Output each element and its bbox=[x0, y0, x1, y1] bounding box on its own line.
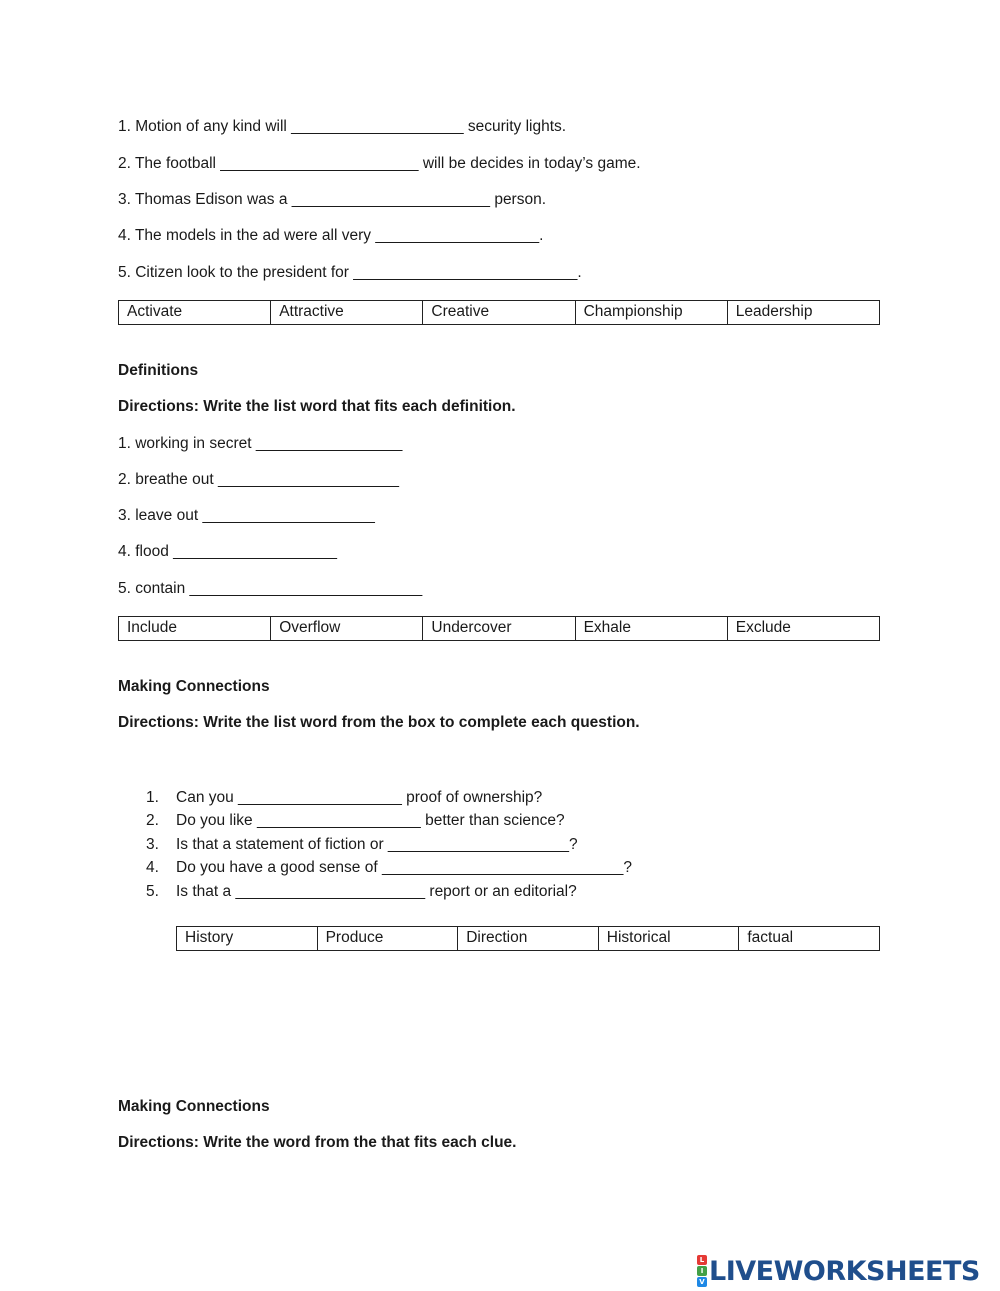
list-item bbox=[118, 786, 632, 809]
list-item-number: 4. bbox=[146, 859, 159, 877]
directions-definitions: Directions: Write the list word that fits each definition. bbox=[118, 398, 516, 415]
list-item-number: 2. bbox=[146, 812, 159, 830]
list-item bbox=[118, 809, 632, 832]
section-heading-making-connections: Making Connections bbox=[118, 678, 270, 695]
word-box-cell: History bbox=[177, 927, 318, 951]
list-item-text: Can you ___________________ proof of ownership? bbox=[176, 789, 543, 806]
word-box-1 bbox=[118, 300, 880, 325]
sentence-5: 5. Citizen look to the president for __________________________. bbox=[118, 264, 582, 281]
sentence-1: 1. Motion of any kind will ____________________ security lights. bbox=[118, 118, 567, 135]
list-item-text: Do you like ___________________ better than science? bbox=[176, 812, 565, 830]
definition-item-5: 5. contain ___________________________ bbox=[118, 580, 423, 597]
list-item-text: Is that a ______________________ report or an editorial? bbox=[176, 882, 577, 900]
section-heading-definitions: Definitions bbox=[118, 362, 199, 379]
word-box-cell: Attractive bbox=[271, 301, 423, 325]
logo-mark-letter: V bbox=[697, 1277, 707, 1287]
section-heading-making-connections-2: Making Connections bbox=[118, 1098, 270, 1115]
logo-mark-letter: L bbox=[697, 1255, 707, 1265]
word-box-cell: Creative bbox=[423, 301, 575, 325]
word-box-cell: Undercover bbox=[423, 617, 575, 641]
sentence-2: 2. The football _______________________ will be decides in today’s game. bbox=[118, 155, 641, 172]
list-item-text: Do you have a good sense of ____________________________? bbox=[176, 859, 632, 877]
logo-mark-letter: I bbox=[697, 1266, 707, 1276]
word-box-cell: Include bbox=[119, 617, 271, 641]
directions-making-connections: Directions: Write the list word from the box to complete each question. bbox=[118, 714, 640, 731]
definition-item-4: 4. flood ___________________ bbox=[118, 543, 337, 560]
sentence-3: 3. Thomas Edison was a _______________________ person. bbox=[118, 191, 547, 208]
question-list bbox=[118, 786, 632, 903]
word-box-cell: Activate bbox=[119, 301, 271, 325]
directions-clues: Directions: Write the word from the that fits each clue. bbox=[118, 1134, 517, 1151]
logo-mark-icon bbox=[697, 1255, 707, 1287]
definition-item-3: 3. leave out ____________________ bbox=[118, 507, 375, 524]
word-box-cell: Championship bbox=[575, 301, 727, 325]
word-box-cell: Produce bbox=[317, 927, 458, 951]
word-box-2 bbox=[118, 616, 880, 641]
word-box-cell: factual bbox=[739, 927, 880, 951]
list-item-number: 3. bbox=[146, 835, 159, 853]
word-box-cell: Overflow bbox=[271, 617, 423, 641]
liveworksheets-logo bbox=[697, 1254, 980, 1288]
sentence-4: 4. The models in the ad were all very ___________________. bbox=[118, 227, 544, 244]
word-box-cell: Exclude bbox=[727, 617, 879, 641]
word-box-cell: Leadership bbox=[727, 301, 879, 325]
list-item bbox=[118, 856, 632, 879]
list-item bbox=[118, 880, 632, 903]
list-item bbox=[118, 833, 632, 856]
word-box-cell: Exhale bbox=[575, 617, 727, 641]
list-item-text: Is that a statement of fiction or _____________________? bbox=[176, 835, 578, 853]
definition-item-1: 1. working in secret _________________ bbox=[118, 435, 403, 452]
word-box-3 bbox=[176, 926, 880, 951]
word-box-cell: Direction bbox=[458, 927, 599, 951]
word-box-cell: Historical bbox=[598, 927, 739, 951]
definition-item-2: 2. breathe out _____________________ bbox=[118, 471, 399, 488]
list-item-number: 1. bbox=[146, 789, 159, 806]
list-item-number: 5. bbox=[146, 882, 159, 900]
logo-text: LIVEWORKSHEETS bbox=[709, 1255, 980, 1287]
